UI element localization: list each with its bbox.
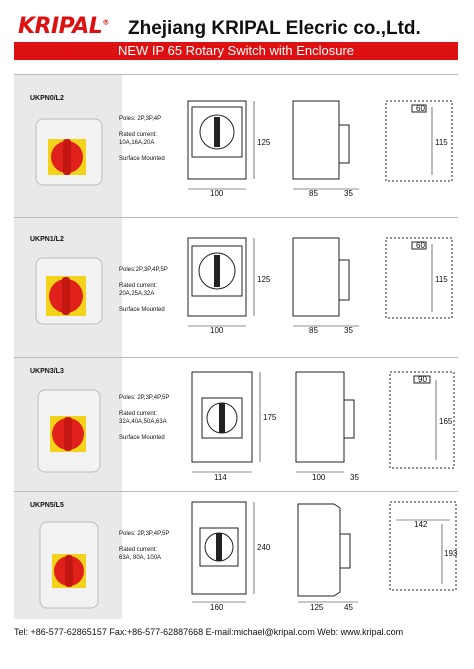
poles-text: Poles:2P,3P,4P,5P (119, 267, 168, 273)
product-section-4 (14, 491, 458, 619)
hole-height-dim: 115 (435, 275, 448, 284)
front-view-drawing (182, 97, 282, 197)
front-view-drawing (182, 498, 282, 618)
mounting-hole-drawing (382, 97, 458, 197)
mount-text: Surface Mounted (119, 435, 165, 441)
rated-current-label: Rated current: (119, 132, 158, 138)
hole-height-dim: 165 (439, 417, 453, 426)
poles-text: Poles: 2P,3P,4P,5P (119, 531, 170, 537)
registered-mark: ® (102, 18, 109, 27)
product-photo (32, 256, 106, 326)
side-depth-dim: 85 (309, 189, 318, 197)
poles-text: Poles: 2P,3P,4P,5P (119, 395, 170, 401)
hole-height-dim: 115 (435, 138, 448, 147)
rated-current-label: Rated current: (119, 547, 158, 553)
poles-text: Poles: 2P,3P,4P (119, 116, 162, 122)
side-depth-dim: 85 (309, 326, 318, 334)
contact-footer: Tel: +86-577-62865157 Fax:+86-577-62887668 E-mail:michael@kripal.com Web: www.kripal.com (14, 627, 404, 637)
front-height-dim: 125 (257, 275, 271, 284)
hole-height-dim: 193 (444, 549, 458, 558)
product-section-1 (14, 74, 458, 217)
model-label: UKPN1/L2 (30, 236, 64, 243)
side-depth-dim: 125 (310, 603, 324, 612)
rated-current-values: 63A, 80A, 100A (119, 555, 162, 561)
rated-current-values: 20A,25A,32A (119, 291, 155, 297)
side-view-drawing (292, 498, 372, 618)
side-view-drawing (292, 368, 372, 488)
model-label: UKPN0/L2 (30, 95, 64, 102)
hole-width-dim: 142 (414, 520, 428, 529)
mounting-hole-drawing (382, 234, 458, 334)
front-height-dim: 240 (257, 543, 271, 552)
mount-text: Surface Mounted (119, 307, 165, 313)
hole-width-dim: 60 (416, 104, 425, 113)
product-section-3 (14, 357, 458, 491)
side-view-drawing (289, 97, 369, 197)
front-height-dim: 175 (263, 413, 277, 422)
side-knob-dim: 35 (350, 473, 359, 482)
model-label: UKPN5/L5 (30, 502, 64, 509)
product-photo (32, 388, 106, 474)
rated-current-values: 10A,16A,20A (119, 140, 155, 146)
hole-width-dim: 90 (418, 375, 427, 384)
hole-width-dim: 60 (416, 241, 425, 250)
front-height-dim: 125 (257, 138, 271, 147)
side-view-drawing (289, 234, 369, 334)
title-banner: NEW IP 65 Rotary Switch with Enclosure (14, 42, 458, 60)
kripal-logo (18, 14, 109, 39)
mount-text: Surface Mounted (119, 156, 165, 162)
mounting-hole-drawing (386, 498, 462, 618)
product-photo (32, 520, 106, 610)
side-depth-dim: 100 (312, 473, 326, 482)
side-knob-dim: 35 (344, 189, 353, 197)
front-width-dim: 100 (210, 189, 224, 197)
rated-current-values: 32A,40A,50A,63A (119, 419, 167, 425)
rated-current-label: Rated current: (119, 283, 158, 289)
rated-current-label: Rated current: (119, 411, 158, 417)
side-knob-dim: 35 (344, 326, 353, 334)
front-view-drawing (186, 368, 286, 488)
side-knob-dim: 45 (344, 603, 353, 612)
product-photo (32, 117, 106, 187)
company-name: Zhejiang KRIPAL Elecric co.,Ltd. (128, 18, 421, 39)
logo-text: KRIPAL (18, 14, 103, 39)
front-view-drawing (182, 234, 282, 334)
mounting-hole-drawing (386, 368, 462, 488)
front-width-dim: 160 (210, 603, 224, 612)
model-label: UKPN3/L3 (30, 368, 64, 375)
front-width-dim: 114 (214, 473, 227, 482)
front-width-dim: 100 (210, 326, 224, 334)
product-section-2 (14, 217, 458, 357)
